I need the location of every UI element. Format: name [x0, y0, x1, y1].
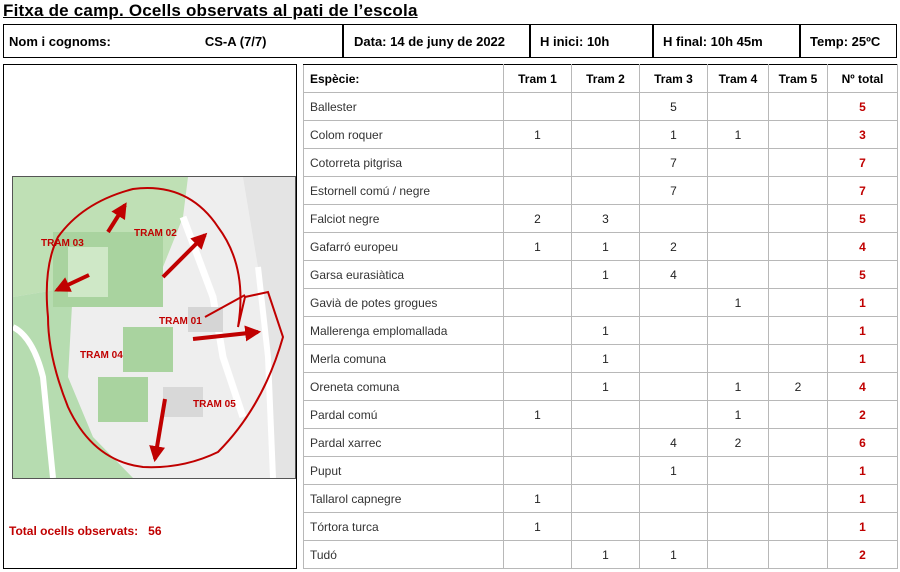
table-row	[304, 373, 898, 401]
tram-3-cell: 1	[640, 541, 708, 569]
tram-5-cell	[769, 289, 828, 317]
total-cell: 1	[828, 317, 898, 345]
total-cell: 1	[828, 513, 898, 541]
tram-2-cell	[572, 429, 640, 457]
tram-2-cell	[572, 121, 640, 149]
species-cell: Pardal xarrec	[304, 429, 504, 457]
tram-3-cell	[640, 485, 708, 513]
tram-2-cell: 1	[572, 541, 640, 569]
tram-3-cell: 7	[640, 149, 708, 177]
tram-3-cell	[640, 373, 708, 401]
tram-3-cell	[640, 317, 708, 345]
map-label-tram-04: TRAM 04	[80, 350, 123, 361]
column-header-tram-2: Tram 2	[572, 65, 640, 93]
date-box	[343, 24, 530, 58]
total-cell: 1	[828, 289, 898, 317]
total-cell: 4	[828, 373, 898, 401]
tram-4-cell	[708, 317, 769, 345]
tram-1-cell	[504, 149, 572, 177]
table-row	[304, 233, 898, 261]
column-header-total: Nº total	[828, 65, 898, 93]
species-cell: Gafarró europeu	[304, 233, 504, 261]
total-cell: 1	[828, 457, 898, 485]
tram-5-cell	[769, 485, 828, 513]
date-value: Data: 14 de juny de 2022	[354, 33, 506, 49]
table-row	[304, 93, 898, 121]
species-cell: Oreneta comuna	[304, 373, 504, 401]
tram-2-cell: 1	[572, 345, 640, 373]
species-cell: Colom roquer	[304, 121, 504, 149]
table-row	[304, 513, 898, 541]
total-cell: 1	[828, 485, 898, 513]
tram-3-cell: 1	[640, 457, 708, 485]
tram-2-cell: 1	[572, 261, 640, 289]
total-birds	[9, 524, 162, 538]
total-cell: 5	[828, 93, 898, 121]
tram-3-cell: 1	[640, 121, 708, 149]
start-time-box	[530, 24, 653, 58]
tram-4-cell: 1	[708, 289, 769, 317]
tram-3-cell: 7	[640, 177, 708, 205]
tram-4-cell: 1	[708, 401, 769, 429]
tram-4-cell	[708, 205, 769, 233]
tram-3-cell	[640, 289, 708, 317]
tram-1-cell: 1	[504, 233, 572, 261]
species-cell: Gavià de potes grogues	[304, 289, 504, 317]
total-label: Total ocells observats:	[9, 524, 139, 538]
tram-5-cell	[769, 429, 828, 457]
species-cell: Ballester	[304, 93, 504, 121]
table-row	[304, 457, 898, 485]
map-label-tram-02: TRAM 02	[134, 228, 177, 239]
map-label-tram-05: TRAM 05	[193, 399, 236, 410]
species-cell: Mallerenga emplomallada	[304, 317, 504, 345]
tram-4-cell	[708, 177, 769, 205]
species-cell: Falciot negre	[304, 205, 504, 233]
tram-1-cell	[504, 429, 572, 457]
column-header-tram-5: Tram 5	[769, 65, 828, 93]
tram-1-cell	[504, 541, 572, 569]
table-row	[304, 261, 898, 289]
species-cell: Cotorreta pitgrisa	[304, 149, 504, 177]
observations-table	[303, 64, 898, 569]
table-row	[304, 121, 898, 149]
tram-5-cell	[769, 541, 828, 569]
species-cell: Merla comuna	[304, 345, 504, 373]
species-cell: Puput	[304, 457, 504, 485]
species-cell: Tudó	[304, 541, 504, 569]
tram-4-cell	[708, 93, 769, 121]
tram-1-cell	[504, 317, 572, 345]
tram-3-cell	[640, 345, 708, 373]
table-row	[304, 541, 898, 569]
tram-3-cell	[640, 205, 708, 233]
tram-3-cell: 4	[640, 261, 708, 289]
tram-2-cell	[572, 93, 640, 121]
tram-1-cell: 1	[504, 121, 572, 149]
tram-5-cell	[769, 93, 828, 121]
tram-2-cell	[572, 513, 640, 541]
name-box	[3, 24, 343, 58]
end-time-box	[653, 24, 800, 58]
tram-1-cell	[504, 373, 572, 401]
tram-1-cell	[504, 345, 572, 373]
end-time-value: H final: 10h 45m	[663, 33, 763, 49]
total-value: 56	[148, 524, 162, 538]
table-header-row	[304, 65, 898, 93]
tram-4-cell	[708, 485, 769, 513]
tram-5-cell: 2	[769, 373, 828, 401]
tram-1-cell	[504, 457, 572, 485]
temperature-value: Temp: 25ºC	[810, 33, 881, 49]
species-cell: Estornell comú / negre	[304, 177, 504, 205]
tram-5-cell	[769, 121, 828, 149]
tram-1-cell: 1	[504, 401, 572, 429]
table-row	[304, 317, 898, 345]
tram-2-cell	[572, 289, 640, 317]
total-cell: 2	[828, 401, 898, 429]
tram-2-cell	[572, 177, 640, 205]
species-cell: Garsa eurasiàtica	[304, 261, 504, 289]
table-row	[304, 401, 898, 429]
tram-3-cell: 4	[640, 429, 708, 457]
tram-4-cell	[708, 233, 769, 261]
map-label-tram-03: TRAM 03	[41, 238, 84, 249]
tram-4-cell	[708, 541, 769, 569]
total-cell: 4	[828, 233, 898, 261]
table-row	[304, 289, 898, 317]
tram-5-cell	[769, 149, 828, 177]
tram-1-cell: 1	[504, 513, 572, 541]
tram-1-cell	[504, 177, 572, 205]
tram-1-cell	[504, 289, 572, 317]
tram-2-cell	[572, 401, 640, 429]
tram-4-cell	[708, 261, 769, 289]
tram-3-cell: 5	[640, 93, 708, 121]
tram-5-cell	[769, 317, 828, 345]
species-cell: Tórtora turca	[304, 513, 504, 541]
tram-2-cell	[572, 149, 640, 177]
tram-4-cell: 2	[708, 429, 769, 457]
name-value: CS-A (7/7)	[204, 33, 267, 49]
table-row	[304, 149, 898, 177]
tram-2-cell	[572, 457, 640, 485]
tram-5-cell	[769, 345, 828, 373]
tram-2-cell: 1	[572, 373, 640, 401]
tram-4-cell	[708, 149, 769, 177]
map-label-tram-01: TRAM 01	[159, 316, 202, 327]
tram-4-cell: 1	[708, 121, 769, 149]
total-cell: 5	[828, 205, 898, 233]
tram-4-cell: 1	[708, 373, 769, 401]
tram-2-cell: 1	[572, 233, 640, 261]
tram-1-cell: 2	[504, 205, 572, 233]
tram-5-cell	[769, 513, 828, 541]
tram-3-cell: 2	[640, 233, 708, 261]
tram-3-cell	[640, 401, 708, 429]
species-cell: Tallarol capnegre	[304, 485, 504, 513]
tram-5-cell	[769, 177, 828, 205]
column-header-species: Espècie:	[304, 65, 504, 93]
total-cell: 2	[828, 541, 898, 569]
table-row	[304, 205, 898, 233]
tram-2-cell: 1	[572, 317, 640, 345]
tram-1-cell	[504, 261, 572, 289]
total-cell: 6	[828, 429, 898, 457]
tram-2-cell: 3	[572, 205, 640, 233]
column-header-tram-1: Tram 1	[504, 65, 572, 93]
tram-2-cell	[572, 485, 640, 513]
page-title: Fitxa de camp. Ocells observats al pati de l’escola	[3, 1, 418, 20]
tram-4-cell	[708, 513, 769, 541]
total-cell: 7	[828, 149, 898, 177]
tram-5-cell	[769, 205, 828, 233]
start-time-value: H inici: 10h	[540, 33, 610, 49]
total-cell: 5	[828, 261, 898, 289]
table-row	[304, 429, 898, 457]
total-cell: 3	[828, 121, 898, 149]
tram-5-cell	[769, 233, 828, 261]
tram-4-cell	[708, 345, 769, 373]
total-cell: 7	[828, 177, 898, 205]
table-row	[304, 177, 898, 205]
table-row	[304, 345, 898, 373]
column-header-tram-4: Tram 4	[708, 65, 769, 93]
tram-5-cell	[769, 261, 828, 289]
temperature-box	[800, 24, 897, 58]
tram-5-cell	[769, 401, 828, 429]
table-row	[304, 485, 898, 513]
name-label: Nom i cognoms:	[9, 33, 111, 49]
tram-1-cell	[504, 93, 572, 121]
column-header-tram-3: Tram 3	[640, 65, 708, 93]
tram-4-cell	[708, 457, 769, 485]
tram-5-cell	[769, 457, 828, 485]
tram-3-cell	[640, 513, 708, 541]
route-map	[12, 176, 296, 479]
tram-1-cell: 1	[504, 485, 572, 513]
total-cell: 1	[828, 345, 898, 373]
species-cell: Pardal comú	[304, 401, 504, 429]
